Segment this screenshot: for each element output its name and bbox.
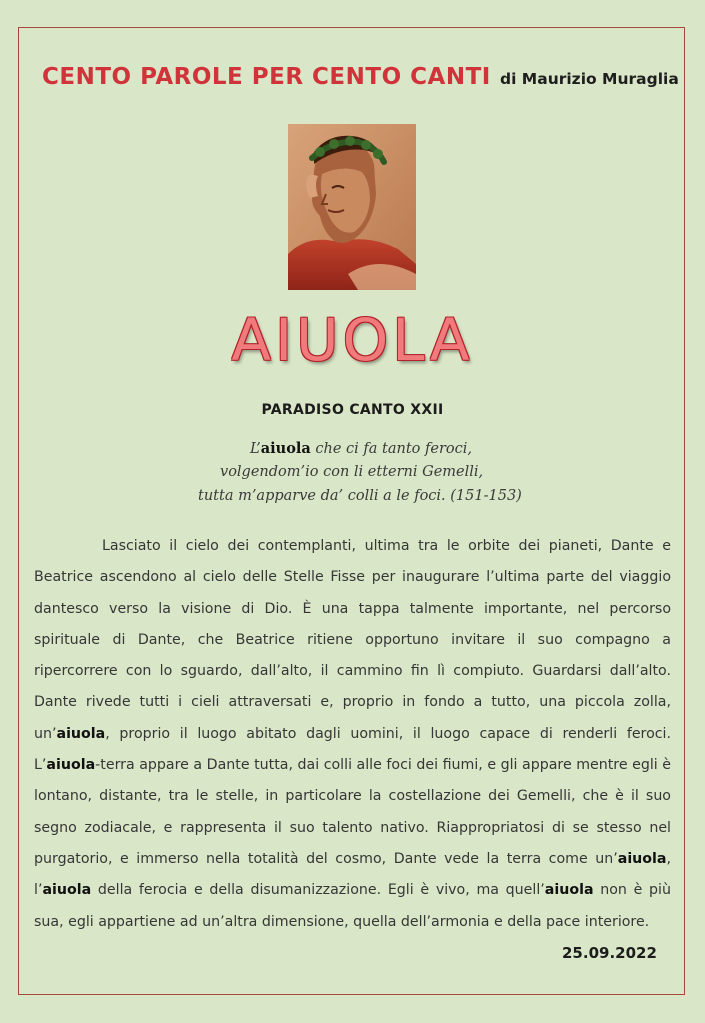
verse-line: L’aiuola che ci fa tanto feroci, <box>250 440 472 457</box>
portrait-dante-laurel-icon <box>288 124 416 290</box>
series-title: CENTO PAROLE PER CENTO CANTI <box>42 64 491 90</box>
publication-date: 25.09.2022 <box>562 944 657 962</box>
author-credit: di Maurizio Muraglia <box>500 70 679 88</box>
canto-reference: PARADISO CANTO XXII <box>261 402 444 418</box>
verse-line: volgendom’io con li etterni Gemelli, <box>220 464 484 480</box>
main-word-heading: AIUOLA <box>231 306 474 374</box>
commentary-paragraph: Lasciato il cielo dei contemplanti, ultima tra le orbite dei pianeti, Dante e Beatrice ascendono al cielo delle Stelle Fisse per inaugurare l’ultima parte del viaggio dantesco verso la visione di Dio. È una tappa talmente importante, nel percorso spirituale di Dante, che Beatrice ritiene opportuno invitare il suo compagno a ripercorrere con lo sguardo, dall’alto, il cammino fin lì compiuto. Guardarsi dall’alto. Dante rivede tutti i cieli attraversati e, proprio in fondo a tutto, una piccola zolla, un’aiuola, proprio il luogo abitato dagli uomini, il luogo capace di renderli feroci. L’aiuola-terra appare a Dante tutta, dai colli alle foci dei fiumi, e gli appare mentre egli è lontano, distante, tra le stelle, in particolare la costellazione dei Gemelli, che è il suo segno zodiacale, e rappresenta il suo talento nativo. Riappropriatosi di se stesso nel purgatorio, e immerso nella totalità del cosmo, Dante vede la terra come un’aiuola, l’aiuola della ferocia e della disumanizzazione. Egli è vivo, ma quell’aiuola non è più sua, egli appartiene ad un’altra dimensione, quella dell’armonia e della pace interiore. <box>34 538 671 930</box>
verse-line: tutta m’apparve da’ colli a le foci. (151-153) <box>198 488 522 504</box>
